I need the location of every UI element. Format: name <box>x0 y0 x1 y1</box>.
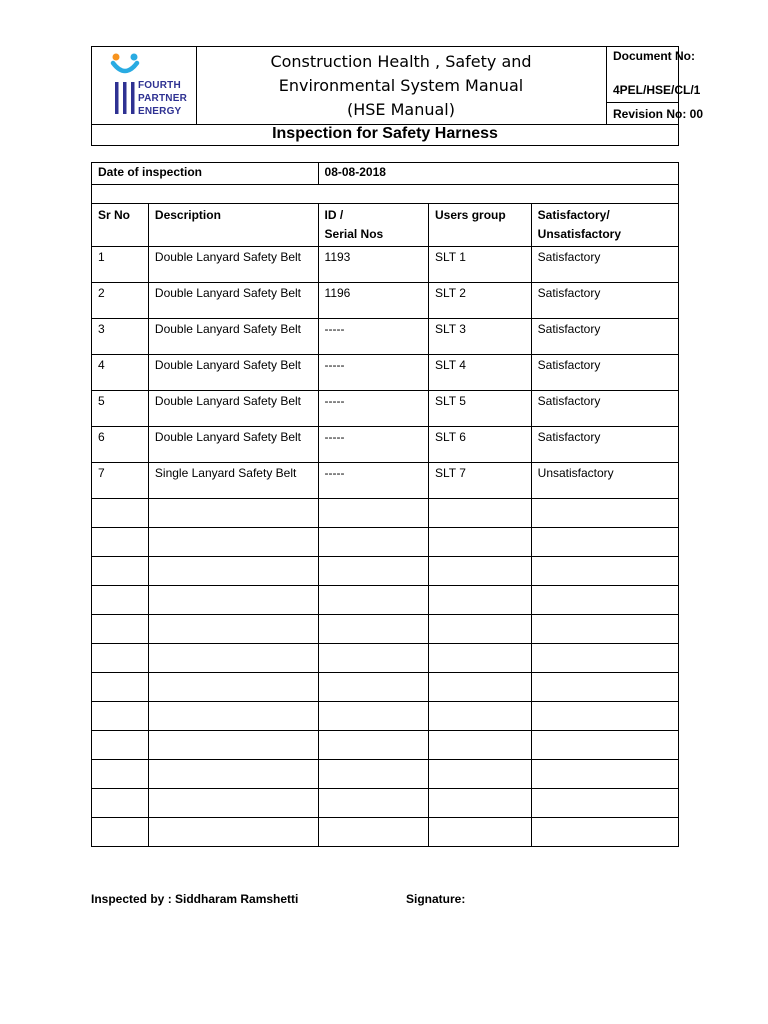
table-row <box>92 427 679 463</box>
empty-cell <box>318 731 428 760</box>
empty-cell <box>531 673 678 702</box>
column-header: Sr No <box>92 204 149 247</box>
table-cell: Double Lanyard Safety Belt <box>148 319 318 355</box>
signature-label: Signature: <box>406 892 466 906</box>
column-header: ID / Serial Nos <box>318 204 428 247</box>
empty-cell <box>148 586 318 615</box>
empty-cell <box>531 528 678 557</box>
empty-cell <box>318 702 428 731</box>
table-cell: 7 <box>92 463 149 499</box>
table-cell: Unsatisfactory <box>531 463 678 499</box>
empty-row <box>92 789 679 818</box>
manual-title-line-3: (HSE Manual) <box>346 100 455 119</box>
empty-row <box>92 760 679 789</box>
inspection-table <box>91 162 679 847</box>
empty-cell <box>92 760 149 789</box>
date-row <box>92 163 679 185</box>
empty-cell <box>429 557 532 586</box>
empty-cell <box>318 499 428 528</box>
empty-cell <box>429 789 532 818</box>
empty-row <box>92 818 679 847</box>
empty-row <box>92 528 679 557</box>
table-cell: ----- <box>318 463 428 499</box>
empty-cell <box>92 499 149 528</box>
empty-cell <box>429 644 532 673</box>
empty-cell <box>148 731 318 760</box>
empty-row <box>92 673 679 702</box>
empty-cell <box>429 818 532 847</box>
empty-cell <box>318 528 428 557</box>
column-header: Users group <box>429 204 532 247</box>
column-header: Description <box>148 204 318 247</box>
empty-cell <box>318 673 428 702</box>
column-header-row <box>92 204 679 247</box>
empty-cell <box>531 818 678 847</box>
manual-title-line-1: Construction Health , Safety and <box>270 52 532 71</box>
empty-cell <box>92 615 149 644</box>
table-cell: Satisfactory <box>531 427 678 463</box>
empty-cell <box>429 586 532 615</box>
document-info-cell <box>606 47 704 124</box>
table-cell: Satisfactory <box>531 283 678 319</box>
table-cell: Single Lanyard Safety Belt <box>148 463 318 499</box>
empty-cell <box>429 499 532 528</box>
empty-cell <box>318 818 428 847</box>
table-cell: Double Lanyard Safety Belt <box>148 283 318 319</box>
document-no-label: Document No: <box>613 49 695 63</box>
empty-cell <box>148 818 318 847</box>
empty-cell <box>531 760 678 789</box>
empty-cell <box>429 615 532 644</box>
table-cell: SLT 6 <box>429 427 532 463</box>
empty-cell <box>531 615 678 644</box>
table-cell: 1193 <box>318 247 428 283</box>
table-cell: Satisfactory <box>531 247 678 283</box>
table-cell: Double Lanyard Safety Belt <box>148 427 318 463</box>
empty-row <box>92 702 679 731</box>
table-cell: ----- <box>318 319 428 355</box>
empty-cell <box>318 760 428 789</box>
empty-cell <box>318 789 428 818</box>
document-header <box>91 46 704 146</box>
table-cell: 5 <box>92 391 149 427</box>
table-cell: SLT 5 <box>429 391 532 427</box>
empty-cell <box>148 615 318 644</box>
table-cell: Satisfactory <box>531 355 678 391</box>
empty-cell <box>148 789 318 818</box>
empty-cell <box>148 557 318 586</box>
empty-cell <box>531 702 678 731</box>
table-row <box>92 391 679 427</box>
spacer-cell <box>92 185 679 204</box>
table-cell: Double Lanyard Safety Belt <box>148 247 318 283</box>
empty-cell <box>531 644 678 673</box>
empty-row <box>92 499 679 528</box>
empty-cell <box>148 644 318 673</box>
table-cell: 1196 <box>318 283 428 319</box>
table-row <box>92 355 679 391</box>
revision-no: Revision No: 00 <box>613 107 704 121</box>
table-cell: SLT 7 <box>429 463 532 499</box>
empty-cell <box>92 586 149 615</box>
empty-cell <box>148 499 318 528</box>
date-label: Date of inspection <box>92 163 319 185</box>
table-cell: SLT 3 <box>429 319 532 355</box>
empty-cell <box>92 528 149 557</box>
logo-text-partner: PARTNER <box>138 93 187 104</box>
empty-cell <box>92 789 149 818</box>
title-cell <box>196 47 607 124</box>
table-cell: 3 <box>92 319 149 355</box>
empty-row <box>92 586 679 615</box>
empty-cell <box>92 673 149 702</box>
table-cell: ----- <box>318 355 428 391</box>
empty-cell <box>429 702 532 731</box>
table-cell: Double Lanyard Safety Belt <box>148 355 318 391</box>
table-cell: 4 <box>92 355 149 391</box>
empty-cell <box>429 528 532 557</box>
table-cell: SLT 2 <box>429 283 532 319</box>
column-header: Satisfactory/ Unsatisfactory <box>531 204 678 247</box>
empty-cell <box>531 731 678 760</box>
company-logo-icon <box>110 51 140 117</box>
table-row <box>92 247 679 283</box>
empty-row <box>92 731 679 760</box>
empty-cell <box>92 644 149 673</box>
empty-cell <box>92 702 149 731</box>
empty-cell <box>531 557 678 586</box>
logo-text-energy: ENERGY <box>138 106 182 117</box>
table-cell: 6 <box>92 427 149 463</box>
empty-cell <box>318 644 428 673</box>
empty-cell <box>531 499 678 528</box>
table-cell: ----- <box>318 427 428 463</box>
table-cell: Satisfactory <box>531 319 678 355</box>
logo-text-fourth: FOURTH <box>138 80 181 91</box>
empty-cell <box>92 731 149 760</box>
empty-row <box>92 644 679 673</box>
empty-cell <box>318 586 428 615</box>
document-no-value: 4PEL/HSE/CL/1 <box>613 83 701 97</box>
manual-title-line-2: Environmental System Manual <box>278 76 524 95</box>
empty-cell <box>92 818 149 847</box>
spacer-row <box>92 185 679 204</box>
empty-cell <box>429 673 532 702</box>
table-cell: SLT 1 <box>429 247 532 283</box>
table-row <box>92 463 679 499</box>
empty-cell <box>318 615 428 644</box>
date-value: 08-08-2018 <box>318 163 678 185</box>
empty-cell <box>318 557 428 586</box>
inspected-by: Inspected by : Siddharam Ramshetti <box>91 892 299 906</box>
empty-cell <box>429 760 532 789</box>
logo-cell <box>92 47 197 124</box>
empty-cell <box>531 789 678 818</box>
empty-cell <box>148 702 318 731</box>
empty-cell <box>148 673 318 702</box>
empty-cell <box>148 528 318 557</box>
empty-cell <box>429 731 532 760</box>
empty-cell <box>92 557 149 586</box>
table-cell: 1 <box>92 247 149 283</box>
empty-cell <box>148 760 318 789</box>
table-cell: 2 <box>92 283 149 319</box>
table-row <box>92 319 679 355</box>
table-row <box>92 283 679 319</box>
document-info-divider <box>606 102 678 103</box>
table-cell: Double Lanyard Safety Belt <box>148 391 318 427</box>
form-subtitle: Inspection for Safety Harness <box>272 125 498 142</box>
table-cell: SLT 4 <box>429 355 532 391</box>
table-cell: Satisfactory <box>531 391 678 427</box>
empty-row <box>92 557 679 586</box>
empty-row <box>92 615 679 644</box>
table-cell: ----- <box>318 391 428 427</box>
empty-cell <box>531 586 678 615</box>
